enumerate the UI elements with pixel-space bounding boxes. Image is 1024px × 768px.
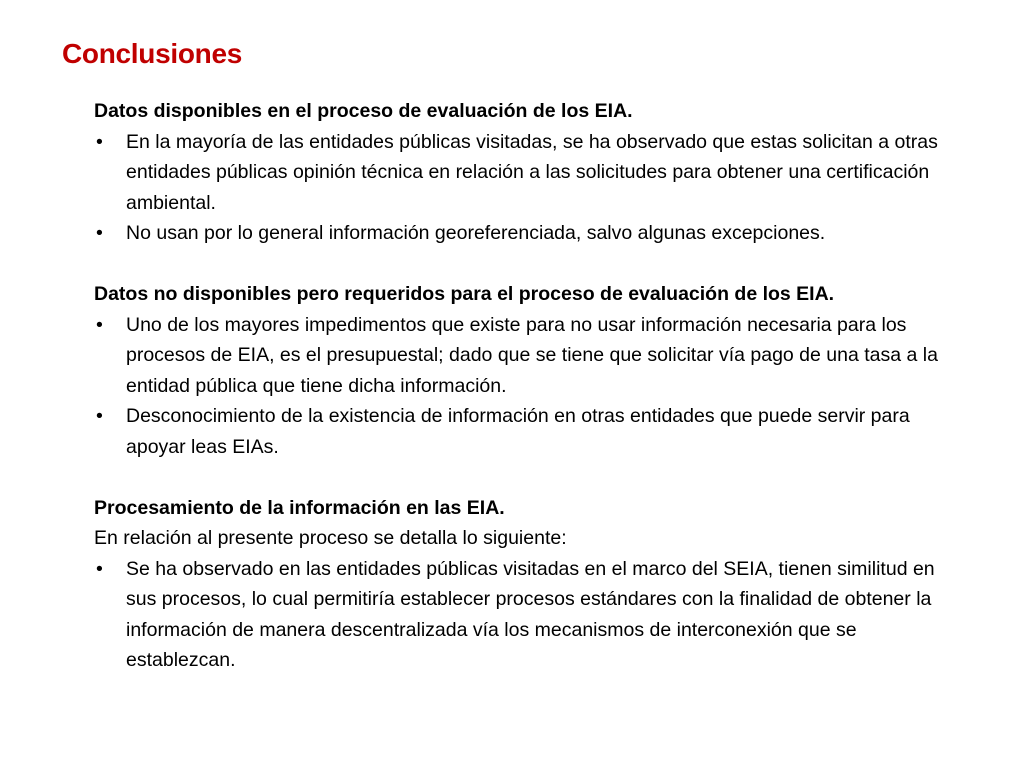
bullet-list xyxy=(94,310,954,463)
section-heading: Datos disponibles en el proceso de evaluación de los EIA. xyxy=(94,100,633,122)
slide-title: Conclusiones xyxy=(62,38,242,69)
bullet-marker: • xyxy=(96,130,103,153)
section-procesamiento xyxy=(94,493,954,676)
section-datos-no-disponibles xyxy=(94,279,954,462)
bullet-marker: • xyxy=(96,405,103,427)
bullet-text: Se ha observado en las entidades públicas visitadas en el marco del SEIA, tienen similitud en sus procesos, lo cual permitiría establecer procesos estándares con la finalidad de obtener la información de manera descentralizada vía los mecanismos de interconexión que se establezcan. xyxy=(126,557,935,671)
section-intro: En relación al presente proceso se detalla lo siguiente: xyxy=(94,527,567,549)
section-datos-disponibles xyxy=(94,96,954,249)
bullet-item xyxy=(94,554,954,676)
bullet-marker: • xyxy=(96,313,103,336)
slide-content xyxy=(94,96,954,706)
bullet-item xyxy=(94,218,954,249)
bullet-item xyxy=(94,310,954,402)
bullet-marker: • xyxy=(96,222,103,244)
section-heading: Datos no disponibles pero requeridos para el proceso de evaluación de los EIA. xyxy=(94,283,835,305)
bullet-list xyxy=(94,127,954,249)
bullet-text: Uno de los mayores impedimentos que existe para no usar información necesaria para los procesos de EIA, es el presupuestal; dado que se tiene que solicitar vía pago de una tasa a la entidad pública que tiene dicha información. xyxy=(126,313,938,397)
bullet-marker: • xyxy=(96,557,103,580)
bullet-text: Desconocimiento de la existencia de información en otras entidades que puede servir para apoyar leas EIAs. xyxy=(126,405,910,458)
bullet-item xyxy=(94,401,954,462)
bullet-text: En la mayoría de las entidades públicas visitadas, se ha observado que estas solicitan a otras entidades públicas opinión técnica en relación a las solicitudes para obtener una certificación ambiental. xyxy=(126,130,938,214)
bullet-text: No usan por lo general información georeferenciada, salvo algunas excepciones. xyxy=(126,222,826,244)
bullet-item xyxy=(94,127,954,219)
section-heading: Procesamiento de la información en las EIA. xyxy=(94,496,505,519)
bullet-list xyxy=(94,554,954,676)
